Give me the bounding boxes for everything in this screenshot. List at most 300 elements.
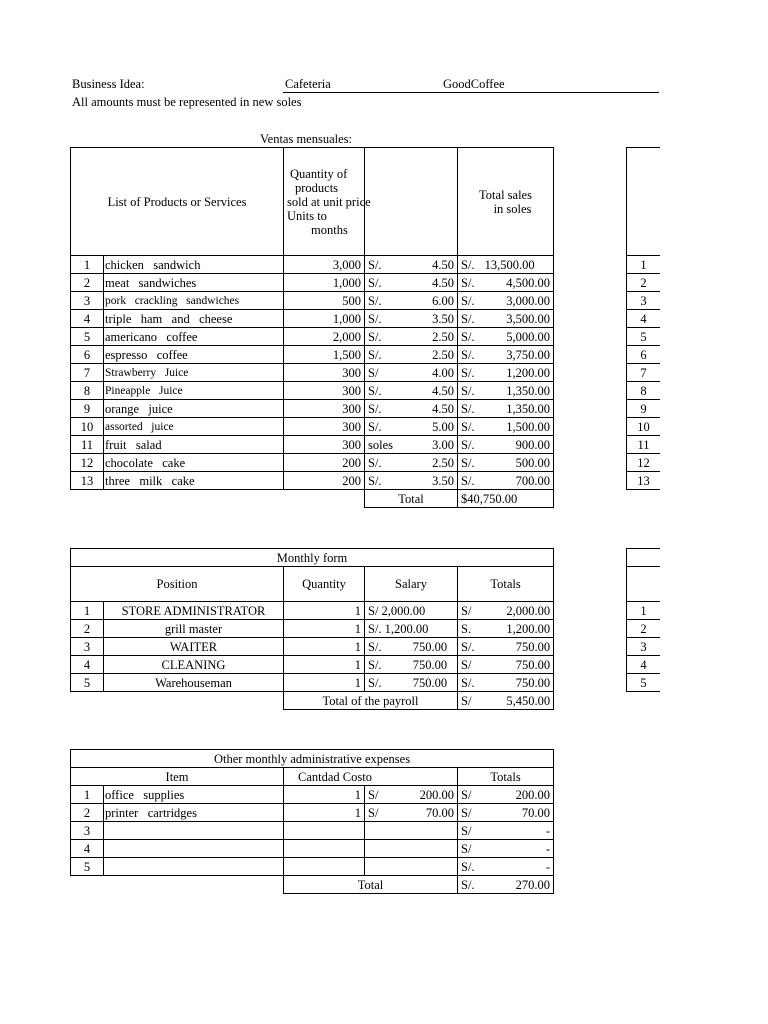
position-quantity: 1 [284, 674, 365, 692]
item-name: printer cartridges [104, 804, 284, 822]
total-header-line-2: in soles [493, 201, 532, 216]
total-sales [458, 364, 554, 382]
unit-price-wrap [368, 401, 454, 417]
product-quantity: 2,000 [284, 328, 365, 346]
row-number: 4 [71, 310, 104, 328]
position-total-currency: S. [461, 621, 472, 636]
item-total [458, 840, 554, 858]
right-sales-row [627, 382, 661, 400]
right-sales-row [627, 436, 661, 454]
position-total-wrap [461, 603, 550, 619]
unit-price [365, 292, 458, 310]
total-sales-wrap [461, 347, 550, 363]
payroll-row [71, 638, 554, 656]
total-sales-currency: S/. [461, 419, 475, 434]
total-sales-currency: S/. [461, 347, 475, 362]
row-number: 8 [627, 382, 661, 400]
product-quantity: 1,500 [284, 346, 365, 364]
unit-price-amount: 6.00 [432, 293, 454, 308]
unit-price-amount: 4.50 [432, 257, 454, 272]
sales-row [71, 346, 554, 364]
position-salary: S/. 750.00 [365, 674, 458, 692]
position-name: grill master [104, 620, 284, 638]
item-total-currency: S/. [461, 859, 475, 874]
right-sales-row [627, 364, 661, 382]
col-products-header: List of Products or Services [71, 148, 284, 256]
sales-title: Ventas mensuales: [260, 132, 352, 146]
total-sales [458, 328, 554, 346]
total-sales-currency: S/. [461, 473, 475, 488]
row-number: 7 [71, 364, 104, 382]
unit-price [365, 346, 458, 364]
sales-row [71, 436, 554, 454]
right-sales-row [627, 292, 661, 310]
row-number: 9 [71, 400, 104, 418]
item-cost-wrap [368, 805, 454, 821]
col-quantity-header: Quantity [284, 567, 365, 602]
position-name: Warehouseman [104, 674, 284, 692]
business-type: Cafeteria [285, 77, 331, 91]
payroll-row [71, 602, 554, 620]
row-number: 2 [627, 620, 661, 638]
unit-price-wrap [368, 257, 454, 273]
right-payroll-row [627, 656, 661, 674]
total-sales [458, 472, 554, 490]
total-sales-amount: 700.00 [515, 473, 550, 488]
row-number: 13 [71, 472, 104, 490]
unit-price-amount: 2.50 [432, 347, 454, 362]
total-sales [458, 454, 554, 472]
unit-price-wrap [368, 383, 454, 399]
right-payroll-row [627, 602, 661, 620]
item-name: office supplies [104, 786, 284, 804]
payroll-row [71, 620, 554, 638]
total-sales-amount: 500.00 [515, 455, 550, 470]
item-cost [365, 822, 458, 840]
item-quantity [284, 858, 365, 876]
total-header-line-1: Total sales [479, 187, 532, 202]
unit-price-currency: soles [368, 437, 393, 452]
total-sales-wrap [461, 275, 550, 291]
item-quantity [284, 840, 365, 858]
unit-price [365, 400, 458, 418]
position-salary: S/. 750.00 [365, 656, 458, 674]
unit-price-wrap [368, 311, 454, 327]
product-name: pork crackling sandwiches [104, 292, 284, 310]
total-sales-amount: 1,350.00 [506, 383, 550, 398]
right-sales-row [627, 400, 661, 418]
product-name: chicken sandwich [104, 256, 284, 274]
admin-total-currency: S/. [461, 877, 475, 892]
product-quantity: 200 [284, 454, 365, 472]
payroll-total-label: Total of the payroll [284, 692, 458, 710]
sales-row [71, 274, 554, 292]
position-total-wrap [461, 657, 550, 673]
unit-price [365, 382, 458, 400]
unit-price [365, 418, 458, 436]
business-idea-label: Business Idea: [72, 77, 145, 91]
position-total [458, 620, 554, 638]
total-sales-currency: S/. [461, 401, 475, 416]
admin-title: Other monthly administrative expenses [71, 750, 554, 768]
admin-row [71, 804, 554, 822]
col-quantity-header [284, 148, 371, 256]
unit-price [365, 256, 458, 274]
item-cost [365, 858, 458, 876]
unit-price-amount: 4.50 [432, 383, 454, 398]
total-sales-amount: 1,200.00 [506, 365, 550, 380]
total-sales-amount: 3,500.00 [506, 311, 550, 326]
payroll-total-currency: S/ [461, 693, 472, 708]
row-number: 5 [71, 858, 104, 876]
sales-total-label: Total [365, 490, 458, 508]
total-sales-wrap [461, 473, 550, 489]
sales-total-row [71, 490, 554, 508]
item-total [458, 804, 554, 822]
unit-price-wrap [368, 365, 454, 381]
unit-price-wrap [368, 473, 454, 489]
position-name: CLEANING [104, 656, 284, 674]
sales-table [70, 147, 554, 508]
total-sales [458, 418, 554, 436]
item-total-amount: - [545, 823, 551, 838]
qty-header-line-2: products [295, 180, 339, 195]
position-total-currency: S/. [461, 639, 475, 654]
unit-price-currency: S/ [368, 365, 379, 380]
row-number: 12 [71, 454, 104, 472]
position-quantity: 1 [284, 602, 365, 620]
unit-price-amount: 4.00 [432, 365, 454, 380]
unit-price-currency: S/. [368, 329, 382, 344]
position-total-amount: 750.00 [515, 657, 551, 672]
unit-price [365, 436, 458, 454]
admin-total-label: Total [284, 876, 458, 894]
total-sales [458, 400, 554, 418]
total-sales-currency: S/. [461, 257, 475, 272]
item-total-wrap [461, 859, 550, 875]
qty-header-line-3: sold at unit price [287, 194, 371, 209]
total-sales-wrap [461, 257, 550, 273]
position-total-wrap [461, 639, 550, 655]
total-sales [458, 436, 554, 454]
total-sales-currency: S/. [461, 293, 475, 308]
total-sales-currency: S/. [461, 437, 475, 452]
unit-price-amount: 5.00 [432, 419, 454, 434]
unit-price-currency: S/. [368, 383, 382, 398]
row-number: 4 [71, 656, 104, 674]
position-name: WAITER [104, 638, 284, 656]
right-title-cell [627, 549, 661, 567]
item-cost-currency: S/ [368, 787, 379, 802]
total-sales [458, 382, 554, 400]
qty-header-line-5: months [311, 222, 348, 237]
unit-price [365, 310, 458, 328]
row-number: 2 [627, 274, 661, 292]
position-salary: S/. 1,200.00 [365, 620, 458, 638]
product-quantity: 200 [284, 472, 365, 490]
total-sales-currency: S/. [461, 311, 475, 326]
position-total-amount: 750.00 [515, 675, 551, 690]
item-cost [365, 840, 458, 858]
qty-header-line-1: Quantity of [290, 166, 348, 181]
item-total [458, 786, 554, 804]
sales-row [71, 292, 554, 310]
payroll-row [71, 674, 554, 692]
admin-row [71, 840, 554, 858]
payroll-total [458, 692, 554, 710]
row-number: 1 [71, 602, 104, 620]
item-total-amount: 70.00 [521, 805, 551, 820]
right-payroll-row [627, 620, 661, 638]
total-sales-amount: 1,350.00 [506, 401, 550, 416]
business-name: GoodCoffee [443, 77, 505, 91]
qty-header-line-4: Units to [287, 208, 327, 223]
position-quantity: 1 [284, 620, 365, 638]
sales-row [71, 328, 554, 346]
item-cost [365, 804, 458, 822]
row-number: 13 [627, 472, 661, 490]
product-quantity: 300 [284, 364, 365, 382]
col-total-sales-header [458, 148, 554, 256]
total-sales-wrap [461, 401, 550, 417]
unit-price-wrap [368, 293, 454, 309]
row-number: 5 [627, 328, 661, 346]
position-total-currency: S/ [461, 603, 472, 618]
product-quantity: 300 [284, 436, 365, 454]
sales-row [71, 256, 554, 274]
product-name: chocolate cake [104, 454, 284, 472]
product-name: americano coffee [104, 328, 284, 346]
row-number: 3 [71, 822, 104, 840]
unit-price-currency: S/. [368, 293, 382, 308]
position-total-amount: 2,000.00 [506, 603, 551, 618]
unit-price-currency: S/. [368, 401, 382, 416]
sales-row [71, 454, 554, 472]
unit-price-currency: S/. [368, 311, 382, 326]
item-total-amount: - [545, 841, 551, 856]
right-payroll-row [627, 638, 661, 656]
payroll-table [70, 548, 554, 710]
admin-expenses-table [70, 749, 554, 894]
header-underline [283, 92, 659, 93]
row-number: 1 [71, 256, 104, 274]
total-sales-currency: S/. [461, 275, 475, 290]
unit-price-amount: 3.00 [432, 437, 454, 452]
right-sales-row [627, 256, 661, 274]
item-total-currency: S/ [461, 805, 472, 820]
currency-note: All amounts must be represented in new soles [72, 95, 302, 109]
row-number: 5 [627, 674, 661, 692]
item-total-currency: S/ [461, 841, 472, 856]
row-number: 10 [71, 418, 104, 436]
row-number: 6 [627, 346, 661, 364]
row-number: 8 [71, 382, 104, 400]
right-sales-row [627, 472, 661, 490]
unit-price-wrap [368, 275, 454, 291]
unit-price-amount: 3.50 [432, 473, 454, 488]
item-total-amount: 200.00 [515, 787, 551, 802]
admin-total [458, 876, 554, 894]
right-sales-row [627, 274, 661, 292]
payroll-row [71, 656, 554, 674]
total-sales-amount: 13,500.00 [484, 257, 535, 272]
total-sales-wrap [461, 383, 550, 399]
unit-price-amount: 4.50 [432, 401, 454, 416]
product-quantity: 300 [284, 400, 365, 418]
right-sales-row [627, 418, 661, 436]
admin-total-row [71, 876, 554, 894]
product-name: assorted juice [104, 418, 284, 436]
total-sales-wrap [461, 293, 550, 309]
product-quantity: 1,000 [284, 274, 365, 292]
right-header-cell [627, 567, 661, 602]
row-number: 11 [627, 436, 661, 454]
product-quantity: 3,000 [284, 256, 365, 274]
payroll-title: Monthly form [71, 549, 554, 567]
total-sales-currency: S/. [461, 383, 475, 398]
col-salary-header: Salary [365, 567, 458, 602]
col-totals-header: Totals [458, 768, 554, 786]
total-sales-amount: 1,500.00 [506, 419, 550, 434]
unit-price-amount: 2.50 [432, 455, 454, 470]
product-name: meat sandwiches [104, 274, 284, 292]
spacer [71, 490, 365, 508]
total-sales-currency: S/. [461, 365, 475, 380]
right-sales-row [627, 328, 661, 346]
unit-price-currency: S/. [368, 455, 382, 470]
item-name [104, 858, 284, 876]
item-name [104, 840, 284, 858]
unit-price [365, 454, 458, 472]
total-sales-wrap [461, 311, 550, 327]
row-number: 10 [627, 418, 661, 436]
right-sales-row [627, 310, 661, 328]
product-name: triple ham and cheese [104, 310, 284, 328]
total-sales-wrap [461, 365, 550, 381]
row-number: 7 [627, 364, 661, 382]
total-sales [458, 346, 554, 364]
item-total-wrap [461, 805, 550, 821]
position-total-wrap [461, 675, 550, 691]
row-number: 3 [627, 292, 661, 310]
col-item-header: Item [71, 768, 284, 786]
row-number: 4 [71, 840, 104, 858]
payroll-total-row [71, 692, 554, 710]
total-sales-amount: 900.00 [515, 437, 550, 452]
admin-total-wrap [461, 877, 550, 893]
product-name: orange juice [104, 400, 284, 418]
position-total [458, 638, 554, 656]
spacer [71, 876, 284, 894]
position-quantity: 1 [284, 656, 365, 674]
row-number: 5 [71, 674, 104, 692]
row-number: 1 [627, 256, 661, 274]
col-position-header: Position [71, 567, 284, 602]
position-total [458, 656, 554, 674]
unit-price-currency: S/. [368, 419, 382, 434]
item-total-wrap [461, 823, 550, 839]
total-sales-amount: 3,750.00 [506, 347, 550, 362]
sales-table-right-partial [626, 147, 660, 490]
total-sales-wrap [461, 329, 550, 345]
col-unit-price-header [365, 148, 458, 256]
product-name: espresso coffee [104, 346, 284, 364]
product-name: fruit salad [104, 436, 284, 454]
item-quantity: 1 [284, 804, 365, 822]
unit-price-amount: 3.50 [432, 311, 454, 326]
row-number: 12 [627, 454, 661, 472]
row-number: 2 [71, 804, 104, 822]
row-number: 1 [71, 786, 104, 804]
position-total-wrap [461, 621, 550, 637]
row-number: 2 [71, 620, 104, 638]
unit-price-currency: S/. [368, 257, 382, 272]
right-sales-row [627, 346, 661, 364]
row-number: 4 [627, 310, 661, 328]
spacer [71, 692, 284, 710]
product-quantity: 500 [284, 292, 365, 310]
payroll-table-right-partial [626, 548, 660, 692]
item-name [104, 822, 284, 840]
unit-price-amount: 4.50 [432, 275, 454, 290]
sales-row [71, 364, 554, 382]
row-number: 11 [71, 436, 104, 454]
row-number: 4 [627, 656, 661, 674]
payroll-total-amount: 5,450.00 [506, 693, 551, 708]
col-totals-header: Totals [458, 567, 554, 602]
total-sales-amount: 5,000.00 [506, 329, 550, 344]
unit-price-wrap [368, 437, 454, 453]
item-quantity [284, 822, 365, 840]
row-number: 2 [71, 274, 104, 292]
unit-price [365, 472, 458, 490]
row-number: 3 [627, 638, 661, 656]
item-total-currency: S/ [461, 823, 472, 838]
row-number: 9 [627, 400, 661, 418]
item-total [458, 858, 554, 876]
item-total-amount: - [545, 859, 551, 874]
item-total [458, 822, 554, 840]
total-sales-amount: 3,000.00 [506, 293, 550, 308]
item-cost-amount: 200.00 [419, 787, 454, 802]
sales-row [71, 400, 554, 418]
position-quantity: 1 [284, 638, 365, 656]
col-qty-cost-header: Cantdad Costo [284, 768, 458, 786]
position-total-currency: S/. [461, 675, 475, 690]
product-name: Pineapple Juice [104, 382, 284, 400]
row-number: 3 [71, 292, 104, 310]
product-name: three milk cake [104, 472, 284, 490]
sales-total-value: $40,750.00 [458, 490, 554, 508]
position-total [458, 674, 554, 692]
position-total-amount: 750.00 [515, 639, 551, 654]
item-total-wrap [461, 787, 550, 803]
unit-price-currency: S/. [368, 347, 382, 362]
unit-price [365, 328, 458, 346]
admin-row [71, 858, 554, 876]
total-sales-wrap [461, 419, 550, 435]
unit-price-amount: 2.50 [432, 329, 454, 344]
unit-price-wrap [368, 455, 454, 471]
row-number: 5 [71, 328, 104, 346]
product-quantity: 300 [284, 418, 365, 436]
unit-price-wrap [368, 347, 454, 363]
total-sales-wrap [461, 455, 550, 471]
right-payroll-row [627, 674, 661, 692]
item-total-currency: S/ [461, 787, 472, 802]
sales-row [71, 310, 554, 328]
item-cost-amount: 70.00 [425, 805, 454, 820]
